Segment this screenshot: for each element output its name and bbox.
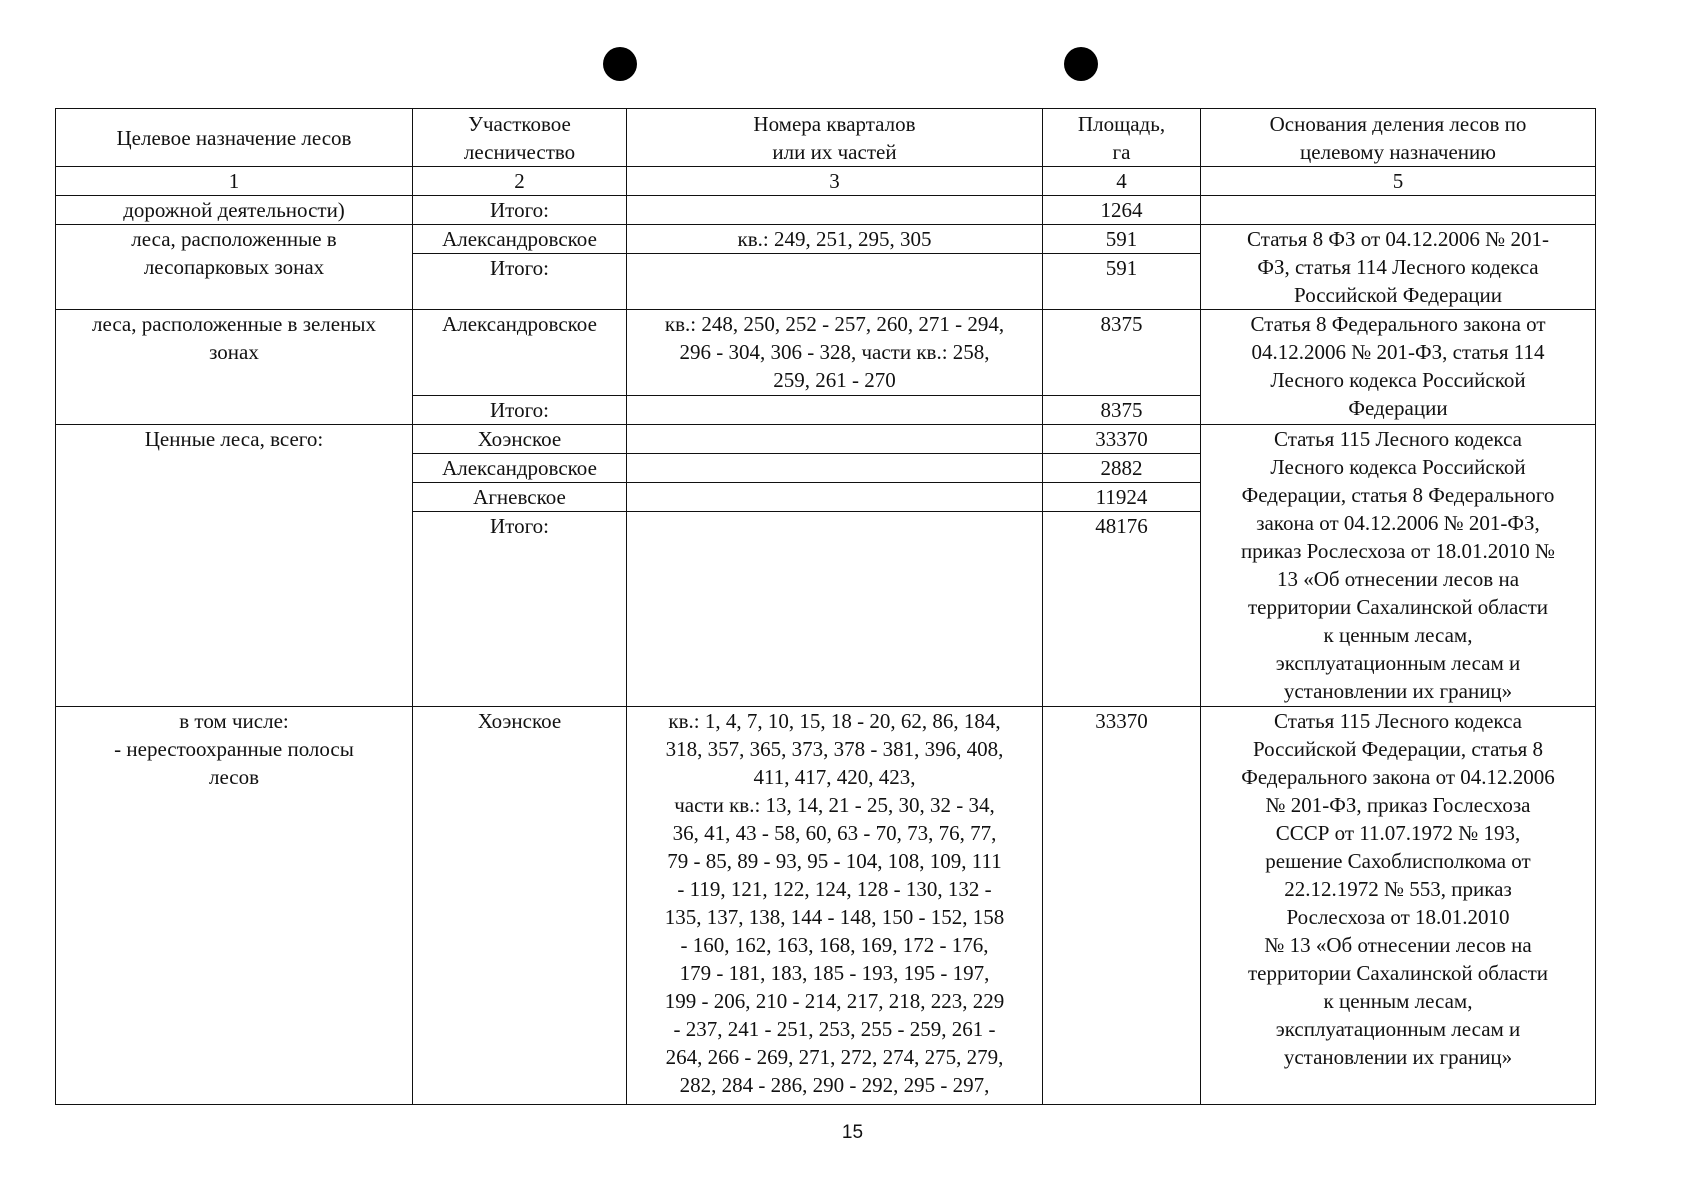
basis-cell: Статья 115 Лесного кодекса Российской Федерации, статья 8 Федерального закона от 04.12.2006 № 201-ФЗ, приказ Гослесхоза СССР от 11.07.1972 № 193, решение Сахоблисполкома от 22.12.1972 № 553, приказ Рослесхоза от 18.01.2010 № 13 «Об отнесении лесов на территории Сахалинской области к ценным лесам, эксплуатационным лесам и установлении их границ»: [1201, 707, 1596, 1105]
area-total: 591: [1043, 254, 1201, 310]
quarters-cell: [627, 196, 1043, 225]
table-row: [56, 196, 1596, 225]
forestry-cell: Итого:: [413, 196, 627, 225]
area-cell: 591: [1043, 225, 1201, 254]
column-number: 4: [1043, 167, 1201, 196]
forestry-cell: Александровское: [413, 454, 627, 483]
quarters-cell: кв.: 249, 251, 295, 305: [627, 225, 1043, 254]
area-cell: 11924: [1043, 483, 1201, 512]
total-label: Итого:: [413, 254, 627, 310]
forestry-cell: Александровское: [413, 225, 627, 254]
column-number: 3: [627, 167, 1043, 196]
area-cell: 2882: [1043, 454, 1201, 483]
column-number: 1: [56, 167, 413, 196]
basis-cell: [1201, 196, 1596, 225]
header-area: Площадь, га: [1043, 109, 1201, 167]
quarters-cell: [627, 454, 1043, 483]
column-number: 5: [1201, 167, 1596, 196]
area-cell: 33370: [1043, 425, 1201, 454]
area-total: 48176: [1043, 512, 1201, 707]
header-row: [56, 109, 1596, 167]
quarters-cell: кв.: 248, 250, 252 - 257, 260, 271 - 294, 296 - 304, 306 - 328, части кв.: 258, 259, 261 - 270: [627, 310, 1043, 396]
total-label: Итого:: [413, 512, 627, 707]
purpose-cell: леса, расположенные в зеленых зонах: [56, 310, 413, 425]
forestry-cell: Агневское: [413, 483, 627, 512]
page-number: 15: [841, 1122, 864, 1143]
punch-hole-left: [603, 47, 637, 81]
basis-cell: Статья 8 ФЗ от 04.12.2006 № 201- ФЗ, статья 114 Лесного кодекса Российской Федерации: [1201, 225, 1596, 310]
forestry-cell: Хоэнское: [413, 707, 627, 1105]
forestry-cell: Александровское: [413, 310, 627, 396]
purpose-cell: леса, расположенные в лесопарковых зонах: [56, 225, 413, 310]
header-quarters: Номера кварталов или их частей: [627, 109, 1043, 167]
quarters-cell: [627, 396, 1043, 425]
forestry-cell: Хоэнское: [413, 425, 627, 454]
quarters-cell: [627, 425, 1043, 454]
quarters-cell: [627, 483, 1043, 512]
total-label: Итого:: [413, 396, 627, 425]
forest-purpose-table: [55, 108, 1596, 1105]
quarters-cell: [627, 512, 1043, 707]
table-row: [56, 225, 1596, 254]
header-forestry: Участковое лесничество: [413, 109, 627, 167]
table-row: [56, 707, 1596, 1105]
basis-cell: Статья 8 Федерального закона от 04.12.2006 № 201-ФЗ, статья 114 Лесного кодекса Российской Федерации: [1201, 310, 1596, 425]
purpose-cell: в том числе: - нерестоохранные полосы лесов: [56, 707, 413, 1105]
purpose-cell: Ценные леса, всего:: [56, 425, 413, 707]
column-number-row: [56, 167, 1596, 196]
quarters-cell: [627, 254, 1043, 310]
column-number: 2: [413, 167, 627, 196]
table-row: [56, 310, 1596, 396]
table-row: [56, 425, 1596, 454]
purpose-cell: дорожной деятельности): [56, 196, 413, 225]
basis-cell: Статья 115 Лесного кодекса Лесного кодекса Российской Федерации, статья 8 Федерального закона от 04.12.2006 № 201-ФЗ, приказ Рослесхоза от 18.01.2010 № 13 «Об отнесении лесов на территории Сахалинской области к ценным лесам, эксплуатационным лесам и установлении их границ»: [1201, 425, 1596, 707]
area-total: 8375: [1043, 396, 1201, 425]
area-cell: 33370: [1043, 707, 1201, 1105]
header-basis: Основания деления лесов по целевому назначению: [1201, 109, 1596, 167]
area-cell: 1264: [1043, 196, 1201, 225]
quarters-cell: кв.: 1, 4, 7, 10, 15, 18 - 20, 62, 86, 184, 318, 357, 365, 373, 378 - 381, 396, 408, 411, 417, 420, 423, части кв.: 13, 14, 21 - 25, 30, 32 - 34, 36, 41, 43 - 58, 60, 63 - 70, 73, 76, 77, 79 - 85, 89 - 93, 95 - 104, 108, 109, 111 - 119, 121, 122, 124, 128 - 130, 132 - 135, 137, 138, 144 - 148, 150 - 152, 158 - 160, 162, 163, 168, 169, 172 - 176, 179 - 181, 183, 185 - 193, 195 - 197, 199 - 206, 210 - 214, 217, 218, 223, 229 - 237, 241 - 251, 253, 255 - 259, 261 - 264, 266 - 269, 271, 272, 274, 275, 279, 282, 284 - 286, 290 - 292, 295 - 297,: [627, 707, 1043, 1105]
area-cell: 8375: [1043, 310, 1201, 396]
header-purpose: Целевое назначение лесов: [56, 109, 413, 167]
punch-hole-right: [1064, 47, 1098, 81]
